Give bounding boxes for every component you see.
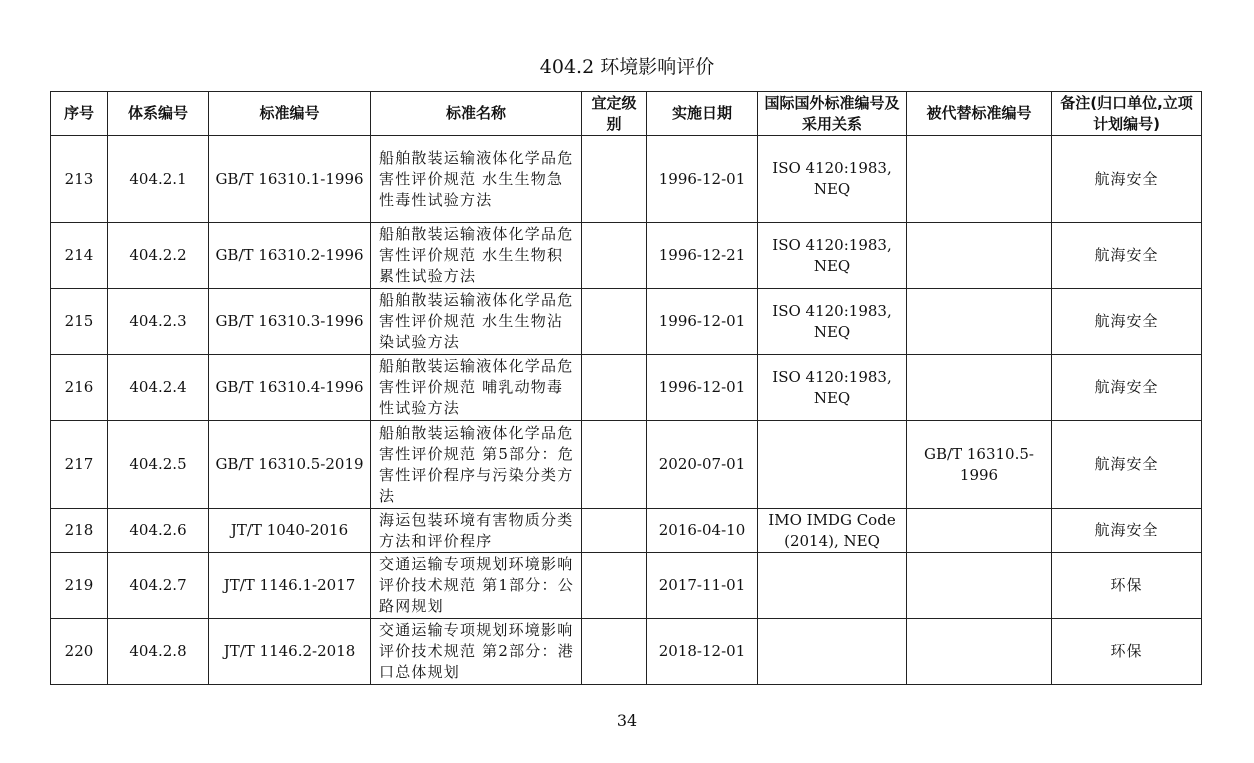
cell-seq: 217: [51, 421, 108, 509]
cell-system-no: 404.2.7: [108, 553, 209, 619]
cell-level: [582, 421, 647, 509]
cell-system-no: 404.2.5: [108, 421, 209, 509]
table-row: [51, 223, 1202, 289]
cell-level: [582, 223, 647, 289]
cell-seq: 218: [51, 509, 108, 553]
col-header-name: 标准名称: [371, 92, 582, 136]
cell-intl: IMO IMDG Code (2014), NEQ: [758, 509, 907, 553]
cell-seq: 214: [51, 223, 108, 289]
cell-remark: 环保: [1052, 619, 1202, 685]
cell-remark: 航海安全: [1052, 136, 1202, 223]
table-row: [51, 355, 1202, 421]
cell-level: [582, 553, 647, 619]
cell-intl: ISO 4120:1983, NEQ: [758, 289, 907, 355]
cell-seq: 213: [51, 136, 108, 223]
col-header-level: 宜定级别: [582, 92, 647, 136]
cell-intl: ISO 4120:1983, NEQ: [758, 355, 907, 421]
col-header-standard-no: 标准编号: [209, 92, 371, 136]
col-header-remark: 备注(归口单位,立项计划编号): [1052, 92, 1202, 136]
cell-level: [582, 619, 647, 685]
col-header-date: 实施日期: [647, 92, 758, 136]
cell-intl: ISO 4120:1983, NEQ: [758, 136, 907, 223]
cell-replaced: [907, 223, 1052, 289]
table-row: [51, 421, 1202, 509]
cell-remark: 航海安全: [1052, 223, 1202, 289]
cell-remark: 环保: [1052, 553, 1202, 619]
cell-date: 1996-12-21: [647, 223, 758, 289]
cell-name: 交通运输专项规划环境影响评价技术规范 第2部分：港口总体规划: [371, 619, 582, 685]
cell-standard-no: JT/T 1040-2016: [209, 509, 371, 553]
cell-remark: 航海安全: [1052, 509, 1202, 553]
cell-system-no: 404.2.1: [108, 136, 209, 223]
cell-remark: 航海安全: [1052, 289, 1202, 355]
cell-level: [582, 289, 647, 355]
cell-remark: 航海安全: [1052, 355, 1202, 421]
standards-table: [50, 91, 1202, 685]
cell-date: 1996-12-01: [647, 355, 758, 421]
col-header-seq: 序号: [51, 92, 108, 136]
cell-seq: 216: [51, 355, 108, 421]
page-number: 34: [616, 711, 638, 730]
cell-level: [582, 509, 647, 553]
table-header-row: [51, 92, 1202, 136]
cell-name: 船舶散装运输液体化学品危害性评价规范 水生生物沾染试验方法: [371, 289, 582, 355]
cell-system-no: 404.2.8: [108, 619, 209, 685]
cell-seq: 220: [51, 619, 108, 685]
col-header-intl: 国际国外标准编号及采用关系: [758, 92, 907, 136]
table-row: [51, 289, 1202, 355]
cell-intl: ISO 4120:1983, NEQ: [758, 223, 907, 289]
cell-replaced: [907, 509, 1052, 553]
cell-intl: [758, 619, 907, 685]
cell-replaced: GB/T 16310.5-1996: [907, 421, 1052, 509]
cell-seq: 215: [51, 289, 108, 355]
cell-date: 1996-12-01: [647, 136, 758, 223]
cell-replaced: [907, 553, 1052, 619]
cell-level: [582, 355, 647, 421]
cell-name: 交通运输专项规划环境影响评价技术规范 第1部分：公路网规划: [371, 553, 582, 619]
cell-intl: [758, 421, 907, 509]
cell-date: 2018-12-01: [647, 619, 758, 685]
cell-remark: 航海安全: [1052, 421, 1202, 509]
cell-replaced: [907, 136, 1052, 223]
cell-standard-no: JT/T 1146.2-2018: [209, 619, 371, 685]
cell-system-no: 404.2.4: [108, 355, 209, 421]
cell-system-no: 404.2.6: [108, 509, 209, 553]
cell-date: 2017-11-01: [647, 553, 758, 619]
table-row: [51, 553, 1202, 619]
cell-standard-no: GB/T 16310.4-1996: [209, 355, 371, 421]
table-row: [51, 509, 1202, 553]
cell-replaced: [907, 619, 1052, 685]
cell-standard-no: GB/T 16310.5-2019: [209, 421, 371, 509]
cell-standard-no: JT/T 1146.1-2017: [209, 553, 371, 619]
col-header-replaced: 被代替标准编号: [907, 92, 1052, 136]
cell-standard-no: GB/T 16310.2-1996: [209, 223, 371, 289]
cell-date: 2016-04-10: [647, 509, 758, 553]
cell-name: 船舶散装运输液体化学品危害性评价规范 水生生物积累性试验方法: [371, 223, 582, 289]
cell-name: 船舶散装运输液体化学品危害性评价规范 哺乳动物毒性试验方法: [371, 355, 582, 421]
cell-replaced: [907, 289, 1052, 355]
cell-replaced: [907, 355, 1052, 421]
section-title: 404.2 环境影响评价: [539, 56, 715, 78]
cell-seq: 219: [51, 553, 108, 619]
table-row: [51, 619, 1202, 685]
cell-name: 海运包装环境有害物质分类方法和评价程序: [371, 509, 582, 553]
cell-system-no: 404.2.2: [108, 223, 209, 289]
col-header-system-no: 体系编号: [108, 92, 209, 136]
cell-level: [582, 136, 647, 223]
table-row: [51, 136, 1202, 223]
cell-system-no: 404.2.3: [108, 289, 209, 355]
cell-standard-no: GB/T 16310.3-1996: [209, 289, 371, 355]
cell-intl: [758, 553, 907, 619]
cell-name: 船舶散装运输液体化学品危害性评价规范 第5部分：危害性评价程序与污染分类方法: [371, 421, 582, 509]
cell-name: 船舶散装运输液体化学品危害性评价规范 水生生物急性毒性试验方法: [371, 136, 582, 223]
cell-standard-no: GB/T 16310.1-1996: [209, 136, 371, 223]
cell-date: 2020-07-01: [647, 421, 758, 509]
cell-date: 1996-12-01: [647, 289, 758, 355]
